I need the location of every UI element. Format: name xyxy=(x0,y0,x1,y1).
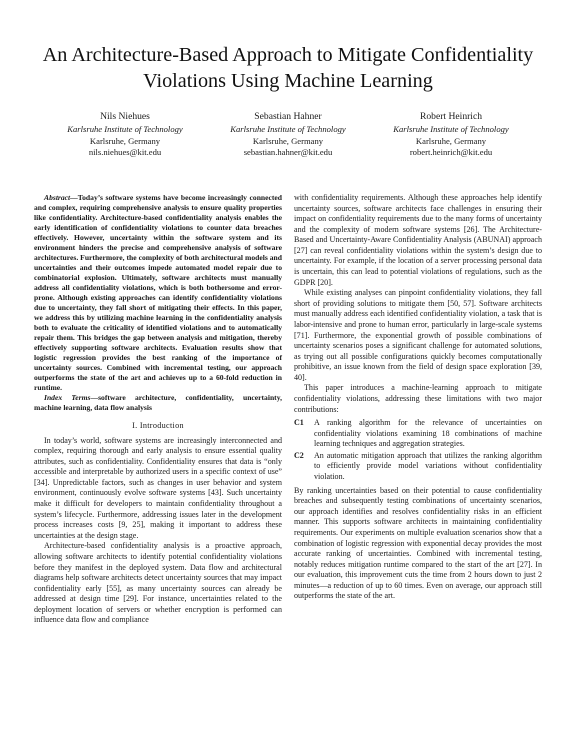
author-block xyxy=(40,111,536,167)
author-affiliation: Karlsruhe Institute of Technology xyxy=(67,124,183,134)
body-paragraph: Architecture-based confidentiality analysis is a proactive approach, allowing software architects to identify potential confidentiality violations before they manifest in the deployed system. Data flow and architectural diagrams help software architects detect uncertainty sources that may impact confidentiality early [55], as many uncertainty sources can already be addressed at design time [29]. For instance, uncertainties related to the deployment location of servers or whether encryption is performed can influence data flow and compliance xyxy=(34,541,282,625)
abstract xyxy=(34,193,282,393)
author-location: Karlsruhe, Germany xyxy=(252,135,324,146)
contribution-text: An automatic mitigation approach that utilizes the ranking algorithm to efficiently provide model variations without confidentiality violation. xyxy=(314,450,542,482)
author-email: nils.niehues@kit.edu xyxy=(88,147,162,158)
contribution-label: C1 xyxy=(294,418,304,428)
contribution-text: A ranking algorithm for the relevance of uncertainties on confidentiality violations examining 18 combinations of machine learning techniques and aggregation strategies. xyxy=(314,418,542,449)
contributions-list xyxy=(294,418,542,482)
author-3 xyxy=(376,111,526,159)
index-terms xyxy=(34,393,282,413)
author-location: Karlsruhe, Germany xyxy=(89,135,161,146)
contribution-item xyxy=(294,451,542,483)
body-paragraph: with confidentiality requirements. Although these approaches help identify uncertainty sources, software architects face challenges in ensuring their impact on confidentiality requirements due to the many forms of uncertainty and the complexity of modern software systems [26]. The Architecture-Based and Uncertainty-Aware Confidentiality Analysis (ABUNAI) approach [27] can reveal confidentiality violations within the system’s design due to uncertainty. For example, if the location of a server processing personal data is uncertain, this can lead to potential violations of regulations, such as the GDPR [20]. xyxy=(294,193,542,287)
author-name: Robert Heinrich xyxy=(419,111,483,122)
author-2 xyxy=(213,111,363,159)
author-name: Sebastian Hahner xyxy=(254,111,322,122)
index-terms-label: Index Terms xyxy=(44,393,91,402)
contribution-item xyxy=(294,418,542,450)
body-paragraph: While existing analyses can pinpoint confidentiality violations, they fall short of providing solutions to mitigate them [50, 57]. Software architects must manually address each identified confidentiality violation, a task that is labor-intensive and prone to human error, particularly in large-scale systems [71]. Furthermore, the exponential growth of possible combinations of uncertainty scenarios poses a significant challenge for automated solutions, as trying out all possible configurations quickly becomes computationally prohibitive, an issue known from the field of design space exploration [39, 40]. xyxy=(294,288,542,382)
body-paragraph: By ranking uncertainties based on their potential to cause confidentiality breaches and subsequently testing combinations of uncertainty scenarios, our approach identifies and resolves confidentiality risks in an efficient manner. This supports software architects in maintaining confidentiality requirements. Our experiments on multiple evaluation scenarios show that a combination of logistic regression with exponential decay provides the most accurate ranking of uncertainties. Combined with incremental testing, notably reduces mitigation runtime compared to the start of the art [27]. In our evaluation, this improvement cuts the time from 2 hours down to just 2 minutes—a reduction of up to 60 times. Even on average, our approach still outperforms the state of the art. xyxy=(294,485,542,601)
left-column xyxy=(34,193,282,626)
abstract-label: Abstract xyxy=(44,193,71,202)
author-email: robert.heinrich@kit.edu xyxy=(409,147,493,158)
author-name: Nils Niehues xyxy=(100,111,150,122)
section-heading-introduction: I. Introduction xyxy=(132,421,184,430)
paper-title: An Architecture-Based Approach to Mitigate Confidentiality Violations Using Machine Learning xyxy=(42,44,534,92)
author-affiliation: Karlsruhe Institute of Technology xyxy=(230,124,346,134)
body-paragraph: This paper introduces a machine-learning approach to mitigate confidentiality violations, addressing these limitations with two major contributions: xyxy=(294,383,542,414)
abstract-text: —Today’s software systems have become increasingly connected and complex, requiring comprehensive analysis to ensure quality properties like confidentiality. Architecture-based confidentiality analysis enables the early identification of confidentiality violations to counter data breaches effectively. However, uncertainty within the software system and its environment hinders the precise and comprehensive analysis of software architectures. Furthermore, the complexity of both architectural models and uncertainties and their outcomes impede automated model repair due to combinatorial explosion. Ultimately, software architects must manually address all confidentiality violations, which is both bothersome and error-prone. Although existing approaches can identify confidentiality violations due to uncertainty, they fall short of mitigating their effects. In this paper, we address this by utilizing machine learning in the confidentiality analysis both to evaluate the criticality of identified violations and to automatically repair them. This bridges the gap between analysis and mitigation, thereby effectively supporting software architects. Evaluation results show that logistic regression provides the best ranking of the importance of uncertainty sources. Combined with incremental testing, our approach outperforms the state of the art and achieves up to a 60-fold reduction in runtime. xyxy=(34,193,282,392)
author-email: sebastian.hahner@kit.edu xyxy=(243,147,333,158)
author-1 xyxy=(50,111,200,159)
body-paragraph: In today’s world, software systems are increasingly interconnected and complex, requiring thorough and early analysis to ensure essential quality attributes, such as confidentiality. Confidentiality ensures that data is “only accessible and interpretable by authorized users in a specific context of use” [34]. Unpredictable factors, such as changes in user behavior and system environment, continuously evolve software systems [43]. Such uncertainty make it difficult for developers to maintain confidentiality throughout a system’s lifecycle. Furthermore, addressing issues later in the development process increases costs [9, 25], making it important to address these uncertainties at the design stage. xyxy=(34,435,282,540)
contribution-label: C2 xyxy=(294,450,304,460)
index-terms-text: —software architecture, confidentiality, uncertainty, machine learning, data flow analysis xyxy=(34,393,282,412)
author-location: Karlsruhe, Germany xyxy=(415,135,487,146)
author-affiliation: Karlsruhe Institute of Technology xyxy=(393,124,509,134)
right-column xyxy=(294,193,542,602)
